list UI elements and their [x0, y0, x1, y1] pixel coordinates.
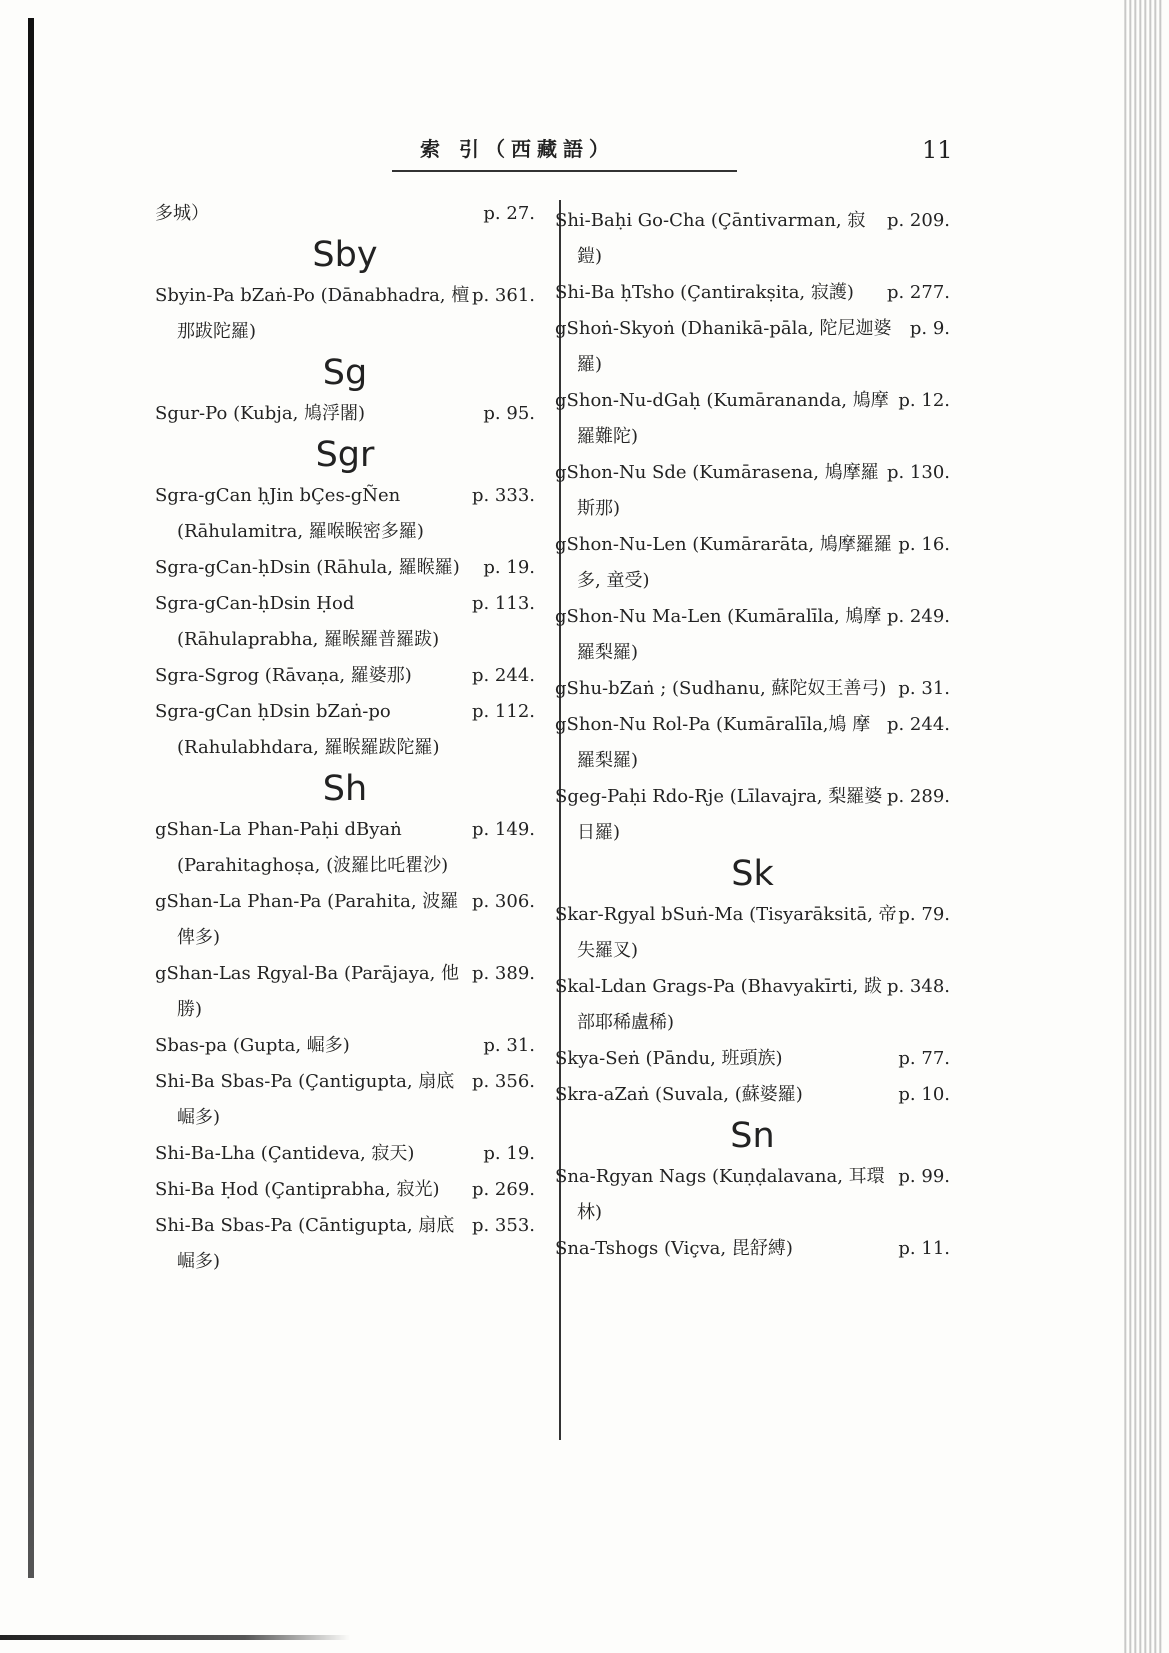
left-column [155, 196, 535, 1280]
entry-text: gShu-bZaṅ ; (Sudhanu, 蘇陀奴王善弓) [555, 678, 887, 699]
header-rule [392, 170, 737, 172]
index-entry [155, 694, 535, 766]
index-entry [155, 586, 535, 658]
entry-page-ref: p. 244. [886, 714, 950, 735]
entry-page-ref: p. 356. [471, 1071, 535, 1092]
entry-page-ref: p. 269. [471, 1179, 535, 1200]
index-entry [555, 1077, 950, 1113]
entry-text: Sgur-Po (Kubja, 鳩浮闍) [155, 403, 366, 424]
index-entry [155, 1208, 535, 1280]
scan-edge-right [1122, 0, 1162, 1653]
entry-page-ref: p. 209. [886, 210, 950, 231]
index-entry [155, 1064, 535, 1136]
scan-edge-left [28, 18, 34, 1578]
entry-page-ref: p. 361. [471, 285, 535, 306]
entry-text: gShoṅ-Skyoṅ (Dhanikā-pāla, 陀尼迦婆羅) [555, 318, 892, 375]
entry-page-ref: p. 9. [909, 318, 950, 339]
entry-text: Sbyin-Pa bZaṅ-Po (Dānabhadra, 檀那跋陀羅) [155, 285, 470, 342]
page-number: 11 [922, 136, 953, 164]
entry-text: gShon-Nu Sde (Kumārasena, 鳩摩羅斯那) [555, 462, 879, 519]
page-header-title: 索 引（西藏語） [420, 137, 615, 161]
entry-text: gShan-La Phan-Paḥi dByaṅ (Parahitaghoṣa, (波羅比吒瞿沙) [155, 819, 449, 876]
section-heading: Sgr [315, 435, 375, 475]
entry-page-ref: p. 130. [886, 462, 950, 483]
index-entry [555, 599, 950, 671]
index-entry [555, 203, 950, 275]
index-entry [555, 275, 950, 311]
entry-text: Sgeg-Paḥi Rdo-Rje (Līlavajra, 梨羅婆日羅) [555, 786, 883, 843]
entry-text: Shi-Ba ḥTsho (Çantirakṣita, 寂護) [555, 282, 854, 303]
index-entry [155, 812, 535, 884]
index-entry [555, 1159, 950, 1231]
right-column [555, 203, 950, 1267]
entry-page-ref: p. 99. [898, 1166, 950, 1187]
index-entry [555, 779, 950, 851]
entry-page-ref: p. 333. [471, 485, 535, 506]
index-entry [155, 550, 535, 586]
entry-page-ref: p. 79. [898, 904, 950, 925]
entry-page-ref: p. 77. [898, 1048, 950, 1069]
entry-text: Sgra-gCan-ḥDsin (Rāhula, 羅睺羅) [155, 557, 460, 578]
entry-text: Shi-Baḥi Go-Cha (Çāntivarman, 寂鎧) [555, 210, 866, 267]
entry-text: Skal-Ldan Grags-Pa (Bhavyakīrti, 跋部耶稀盧稀) [555, 976, 882, 1033]
entry-text: Sna-Rgyan Nags (Kuṇḍalavana, 耳環林) [555, 1166, 885, 1223]
entry-text: Shi-Ba Sbas-Pa (Cāntigupta, 扇底崛多) [155, 1215, 455, 1272]
entry-text: gShon-Nu-dGaḥ (Kumārananda, 鳩摩羅難陀) [555, 390, 889, 447]
index-entry [555, 455, 950, 527]
entry-text: Sgra-gCan ḥDsin bZaṅ-po (Rahulabhdara, 羅睺羅跋陀羅) [155, 701, 440, 758]
index-entry [155, 196, 535, 232]
entry-page-ref: p. 19. [483, 1143, 535, 1164]
entry-page-ref: p. 10. [898, 1084, 950, 1105]
index-entry [155, 478, 535, 550]
index-entry [555, 969, 950, 1041]
entry-text: gShon-Nu Ma-Len (Kumāralīla, 鳩摩羅梨羅) [555, 606, 882, 663]
index-entry [555, 383, 950, 455]
scan-edge-bottom [0, 1635, 350, 1640]
entry-page-ref: p. 19. [483, 557, 535, 578]
entry-text: gShon-Nu-Len (Kumārarāta, 鳩摩羅羅多, 童受) [555, 534, 892, 591]
index-entry [155, 1172, 535, 1208]
entry-page-ref: p. 12. [898, 390, 950, 411]
entry-text: Shi-Ba-Lha (Çantideva, 寂天) [155, 1143, 415, 1164]
entry-text: gShan-Las Rgyal-Ba (Parājaya, 他勝) [155, 963, 460, 1020]
index-entry [155, 1028, 535, 1064]
index-entry [555, 707, 950, 779]
section-heading: Sg [322, 353, 368, 393]
entry-page-ref: p. 289. [886, 786, 950, 807]
entry-text: Shi-Ba Sbas-Pa (Çantigupta, 扇底崛多) [155, 1071, 455, 1128]
index-entry [155, 278, 535, 350]
index-entry [555, 527, 950, 599]
entry-page-ref: p. 31. [898, 678, 950, 699]
entry-text: gShon-Nu Rol-Pa (Kumāralīla,鳩 摩羅梨羅) [555, 714, 871, 771]
section-heading: Sn [730, 1116, 775, 1156]
entry-page-ref: p. 31. [483, 1035, 535, 1056]
entry-text: Sbas-pa (Gupta, 崛多) [155, 1035, 350, 1056]
entry-text: Sgra-gCan ḥJin bÇes-gÑen (Rāhulamitra, 羅喉睺密多羅) [155, 485, 424, 542]
entry-page-ref: p. 353. [471, 1215, 535, 1236]
index-entry [555, 897, 950, 969]
entry-page-ref: p. 348. [886, 976, 950, 997]
section-heading: Sby [312, 235, 378, 275]
entry-page-ref: p. 249. [886, 606, 950, 627]
entry-text: gShan-La Phan-Pa (Parahita, 波羅俾多) [155, 891, 459, 948]
entry-text: Sgra-Sgrog (Rāvaṇa, 羅婆那) [155, 665, 412, 686]
entry-text: Sgra-gCan-ḥDsin Ḥod (Rāhulaprabha, 羅睺羅普羅跋) [155, 593, 440, 650]
entry-page-ref: p. 244. [471, 665, 535, 686]
entry-page-ref: p. 27. [483, 203, 535, 224]
entry-page-ref: p. 277. [886, 282, 950, 303]
index-entry [155, 396, 535, 432]
entry-page-ref: p. 95. [483, 403, 535, 424]
entry-page-ref: p. 112. [471, 701, 535, 722]
entry-page-ref: p. 11. [898, 1238, 950, 1259]
section-heading: Sk [731, 854, 774, 894]
entry-text: Sna-Tshogs (Viçva, 毘舒縛) [555, 1238, 793, 1259]
entry-text: Skar-Rgyal bSuṅ-Ma (Tisyarāksitā, 帝失羅叉) [555, 904, 897, 961]
entry-text: Skra-aZaṅ (Suvala, (蘇婆羅) [555, 1084, 803, 1105]
entry-page-ref: p. 149. [471, 819, 535, 840]
index-entry [555, 311, 950, 383]
index-entry [155, 884, 535, 956]
entry-page-ref: p. 113. [471, 593, 535, 614]
section-heading: Sh [322, 769, 368, 809]
entry-text: 多城） [155, 203, 209, 224]
index-entry [555, 1041, 950, 1077]
index-entry [155, 658, 535, 694]
entry-page-ref: p. 16. [898, 534, 950, 555]
entry-text: Shi-Ba Ḥod (Çantiprabha, 寂光) [155, 1179, 440, 1200]
entry-page-ref: p. 389. [471, 963, 535, 984]
index-entry [555, 671, 950, 707]
index-entry [155, 956, 535, 1028]
entry-page-ref: p. 306. [471, 891, 535, 912]
index-entry [155, 1136, 535, 1172]
entry-text: Skya-Seṅ (Pāndu, 班頭族) [555, 1048, 783, 1069]
index-entry [555, 1231, 950, 1267]
